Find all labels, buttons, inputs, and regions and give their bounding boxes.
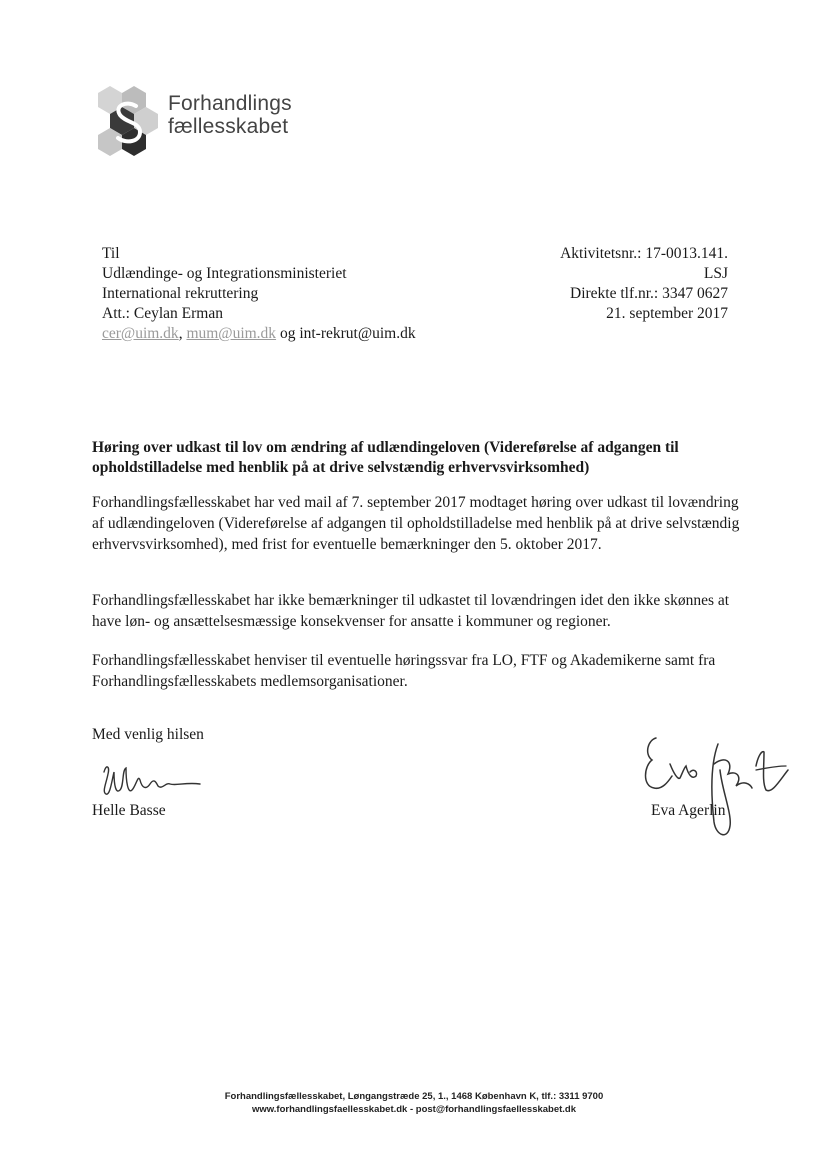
recipient-department: International rekruttering (102, 285, 259, 302)
logo-line-2: fællesskabet (168, 115, 289, 138)
email-link-mum[interactable]: mum@uim.dk (186, 325, 277, 342)
closing-phrase: Med venlig hilsen (92, 726, 204, 743)
footer-address: Forhandlingsfællesskabet, Løngangstræde 25, 1., 1468 København K, tlf.: 3311 9700 (224, 1091, 604, 1102)
email-int-rekrut: int-rekrut@uim.dk (299, 325, 416, 342)
footer-contact: www.forhandlingsfaellesskabet.dk - post@forhandlingsfaellesskabet.dk (251, 1104, 577, 1115)
activity-number: Aktivitetsnr.: 17-0013.141. (560, 245, 728, 262)
letter-subject: Høring over udkast til lov om ændring af udlændingeloven (Videreførelse af adgangen til opholdstilladelse med henblik på at drive selvstændig erhvervsvirksomhed) (92, 439, 679, 476)
letter-meta-block (560, 244, 728, 324)
recipient-to-label: Til (102, 245, 120, 262)
recipient-organisation: Udlændinge- og Integrationsministeriet (102, 265, 347, 282)
recipient-address-block (102, 244, 416, 344)
letter-date: 21. september 2017 (606, 305, 728, 322)
body-paragraph-1: Forhandlingsfællesskabet har ved mail af 7. september 2017 modtaget høring over udkast til lovændring af udlændingeloven (Videreførelse af adgangen til opholdstilladelse med henblik på at drive selvstændig erhvervsvirksomhed), med frist for eventuelle bemærkninger den 5. oktober 2017. (92, 494, 740, 553)
direct-phone: Direkte tlf.nr.: 3347 0627 (570, 285, 728, 302)
letter-footer (0, 1090, 828, 1116)
recipient-attention: Att.: Ceylan Erman (102, 305, 223, 322)
logo-line-1: Forhandlings (168, 92, 292, 115)
body-paragraph-2: Forhandlingsfællesskabet har ikke bemærkninger til udkastet til lovændringen idet den ikke skønnes at have løn- og ansættelsesmæssige konsekvenser for ansatte i kommuner og regioner. (92, 592, 730, 630)
email-connector: og (279, 325, 296, 342)
letterhead-logo (96, 84, 356, 164)
signature-helle-basse (96, 760, 206, 800)
logo-wordmark (168, 92, 292, 138)
signatory-left-name: Helle Basse (92, 802, 166, 819)
sender-initials: LSJ (703, 265, 728, 282)
email-separator: , (178, 325, 183, 342)
body-paragraph-3: Forhandlingsfællesskabet henviser til eventuelle høringssvar fra LO, FTF og Akademikerne samt fra Forhandlingsfællesskabets medlemsorganisationer. (92, 652, 716, 690)
signatory-right-name: Eva Agerlin (651, 802, 726, 819)
recipient-email-line (102, 324, 416, 344)
email-link-cer[interactable]: cer@uim.dk (102, 325, 179, 342)
hexagon-s-logo-icon (96, 84, 158, 160)
signature-eva-agerlin (638, 730, 798, 842)
